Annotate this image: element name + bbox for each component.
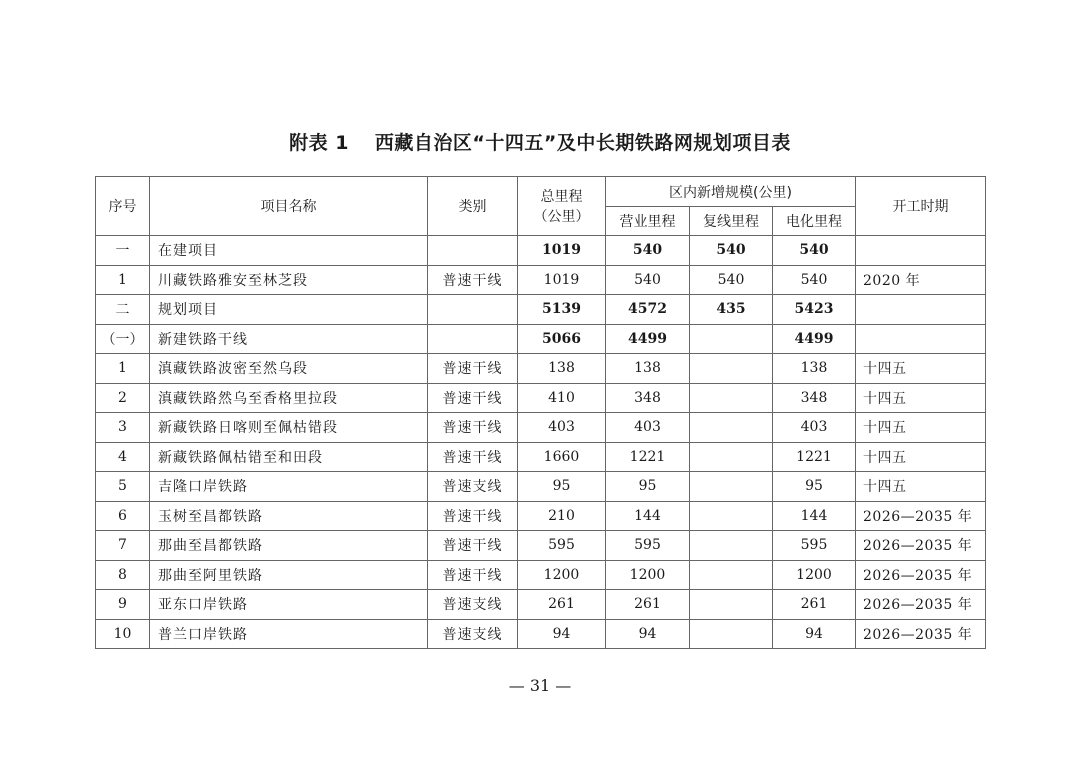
cell-total: 1019 [518, 236, 606, 266]
table-row [96, 590, 986, 620]
cell-total: 403 [518, 413, 606, 443]
cell-electrified: 595 [773, 531, 856, 561]
cell-start-time: 2026—2035 年 [856, 501, 986, 531]
cell-operating: 1221 [606, 442, 690, 472]
table-row [96, 560, 986, 590]
cell-total: 410 [518, 383, 606, 413]
cell-electrified: 261 [773, 590, 856, 620]
cell-total: 261 [518, 590, 606, 620]
cell-operating: 348 [606, 383, 690, 413]
cell-start-time: 2026—2035 年 [856, 531, 986, 561]
table-row [96, 442, 986, 472]
cell-seq: 1 [96, 354, 150, 384]
header-total-label: 总里程 [540, 189, 583, 205]
cell-seq: 7 [96, 531, 150, 561]
cell-seq: 4 [96, 442, 150, 472]
cell-double-track [690, 383, 773, 413]
table-row [96, 619, 986, 649]
cell-electrified: 403 [773, 413, 856, 443]
header-total-mileage [518, 177, 606, 236]
cell-seq: 9 [96, 590, 150, 620]
cell-operating: 94 [606, 619, 690, 649]
table-row [96, 472, 986, 502]
header-name: 项目名称 [150, 177, 428, 236]
cell-operating: 540 [606, 236, 690, 266]
cell-operating: 138 [606, 354, 690, 384]
header-electrified: 电化里程 [773, 207, 856, 236]
page-number: — 31 — [508, 676, 572, 695]
table-row [96, 383, 986, 413]
cell-category: 普速干线 [428, 501, 518, 531]
cell-total: 5066 [518, 324, 606, 354]
table-row [96, 501, 986, 531]
cell-category: 普速干线 [428, 560, 518, 590]
cell-name: 亚东口岸铁路 [150, 590, 428, 620]
cell-seq: 2 [96, 383, 150, 413]
cell-start-time [856, 236, 986, 266]
cell-start-time: 十四五 [856, 472, 986, 502]
header-new-scale: 区内新增规模(公里) [606, 177, 856, 207]
cell-double-track [690, 472, 773, 502]
cell-start-time: 十四五 [856, 354, 986, 384]
cell-start-time: 2020 年 [856, 265, 986, 295]
cell-start-time: 2026—2035 年 [856, 560, 986, 590]
cell-seq: 5 [96, 472, 150, 502]
cell-total: 595 [518, 531, 606, 561]
cell-seq: （一） [96, 324, 150, 354]
cell-electrified: 138 [773, 354, 856, 384]
cell-seq: 二 [96, 295, 150, 325]
cell-operating: 144 [606, 501, 690, 531]
cell-name: 规划项目 [150, 295, 428, 325]
cell-electrified: 348 [773, 383, 856, 413]
cell-seq: 1 [96, 265, 150, 295]
cell-start-time: 2026—2035 年 [856, 619, 986, 649]
cell-double-track: 435 [690, 295, 773, 325]
table-row [96, 531, 986, 561]
table-row [96, 324, 986, 354]
cell-category: 普速干线 [428, 354, 518, 384]
cell-total: 5139 [518, 295, 606, 325]
cell-category: 普速支线 [428, 619, 518, 649]
cell-start-time: 十四五 [856, 383, 986, 413]
header-start-time: 开工时期 [856, 177, 986, 236]
cell-double-track [690, 354, 773, 384]
cell-double-track: 540 [690, 236, 773, 266]
cell-name: 新藏铁路日喀则至佩枯错段 [150, 413, 428, 443]
cell-electrified: 1200 [773, 560, 856, 590]
cell-name: 川藏铁路雅安至林芝段 [150, 265, 428, 295]
cell-operating: 540 [606, 265, 690, 295]
cell-start-time: 十四五 [856, 413, 986, 443]
cell-double-track [690, 560, 773, 590]
cell-name: 滇藏铁路然乌至香格里拉段 [150, 383, 428, 413]
cell-electrified: 1221 [773, 442, 856, 472]
cell-double-track [690, 590, 773, 620]
cell-seq: 8 [96, 560, 150, 590]
cell-start-time: 2026—2035 年 [856, 590, 986, 620]
cell-double-track [690, 324, 773, 354]
cell-operating: 4572 [606, 295, 690, 325]
cell-total: 138 [518, 354, 606, 384]
cell-double-track: 540 [690, 265, 773, 295]
cell-name: 新建铁路干线 [150, 324, 428, 354]
cell-name: 那曲至阿里铁路 [150, 560, 428, 590]
cell-seq: 3 [96, 413, 150, 443]
cell-name: 吉隆口岸铁路 [150, 472, 428, 502]
cell-double-track [690, 413, 773, 443]
table-body [96, 236, 986, 649]
cell-operating: 403 [606, 413, 690, 443]
cell-electrified: 540 [773, 265, 856, 295]
table-row [96, 265, 986, 295]
page-title [0, 128, 1080, 155]
cell-category: 普速干线 [428, 265, 518, 295]
cell-electrified: 95 [773, 472, 856, 502]
cell-name: 新藏铁路佩枯错至和田段 [150, 442, 428, 472]
cell-seq: 一 [96, 236, 150, 266]
cell-double-track [690, 442, 773, 472]
cell-total: 1200 [518, 560, 606, 590]
cell-name: 在建项目 [150, 236, 428, 266]
header-operating: 营业里程 [606, 207, 690, 236]
cell-double-track [690, 501, 773, 531]
cell-start-time [856, 324, 986, 354]
cell-operating: 1200 [606, 560, 690, 590]
cell-category: 普速干线 [428, 383, 518, 413]
cell-name: 那曲至昌都铁路 [150, 531, 428, 561]
cell-operating: 595 [606, 531, 690, 561]
header-total-unit: （公里） [533, 209, 590, 225]
cell-electrified: 94 [773, 619, 856, 649]
cell-electrified: 4499 [773, 324, 856, 354]
cell-category: 普速干线 [428, 413, 518, 443]
table-row [96, 354, 986, 384]
cell-electrified: 5423 [773, 295, 856, 325]
cell-name: 滇藏铁路波密至然乌段 [150, 354, 428, 384]
cell-category [428, 236, 518, 266]
cell-total: 1660 [518, 442, 606, 472]
title-main: 西藏自治区“十四五”及中长期铁路网规划项目表 [374, 132, 791, 154]
cell-operating: 4499 [606, 324, 690, 354]
header-category: 类别 [428, 177, 518, 236]
cell-electrified: 144 [773, 501, 856, 531]
table-row [96, 295, 986, 325]
cell-electrified: 540 [773, 236, 856, 266]
cell-total: 1019 [518, 265, 606, 295]
cell-category: 普速干线 [428, 531, 518, 561]
cell-category: 普速干线 [428, 442, 518, 472]
cell-name: 玉树至昌都铁路 [150, 501, 428, 531]
title-prefix: 附表 1 [289, 132, 349, 154]
cell-category [428, 324, 518, 354]
table-row [96, 413, 986, 443]
cell-total: 94 [518, 619, 606, 649]
cell-category [428, 295, 518, 325]
cell-start-time [856, 295, 986, 325]
table-row [96, 236, 986, 266]
railway-plan-table [95, 176, 986, 649]
cell-start-time: 十四五 [856, 442, 986, 472]
header-double-track: 复线里程 [690, 207, 773, 236]
cell-double-track [690, 619, 773, 649]
cell-category: 普速支线 [428, 472, 518, 502]
cell-name: 普兰口岸铁路 [150, 619, 428, 649]
cell-seq: 10 [96, 619, 150, 649]
cell-category: 普速支线 [428, 590, 518, 620]
cell-total: 210 [518, 501, 606, 531]
cell-operating: 261 [606, 590, 690, 620]
cell-double-track [690, 531, 773, 561]
cell-total: 95 [518, 472, 606, 502]
cell-seq: 6 [96, 501, 150, 531]
header-seq: 序号 [96, 177, 150, 236]
cell-operating: 95 [606, 472, 690, 502]
